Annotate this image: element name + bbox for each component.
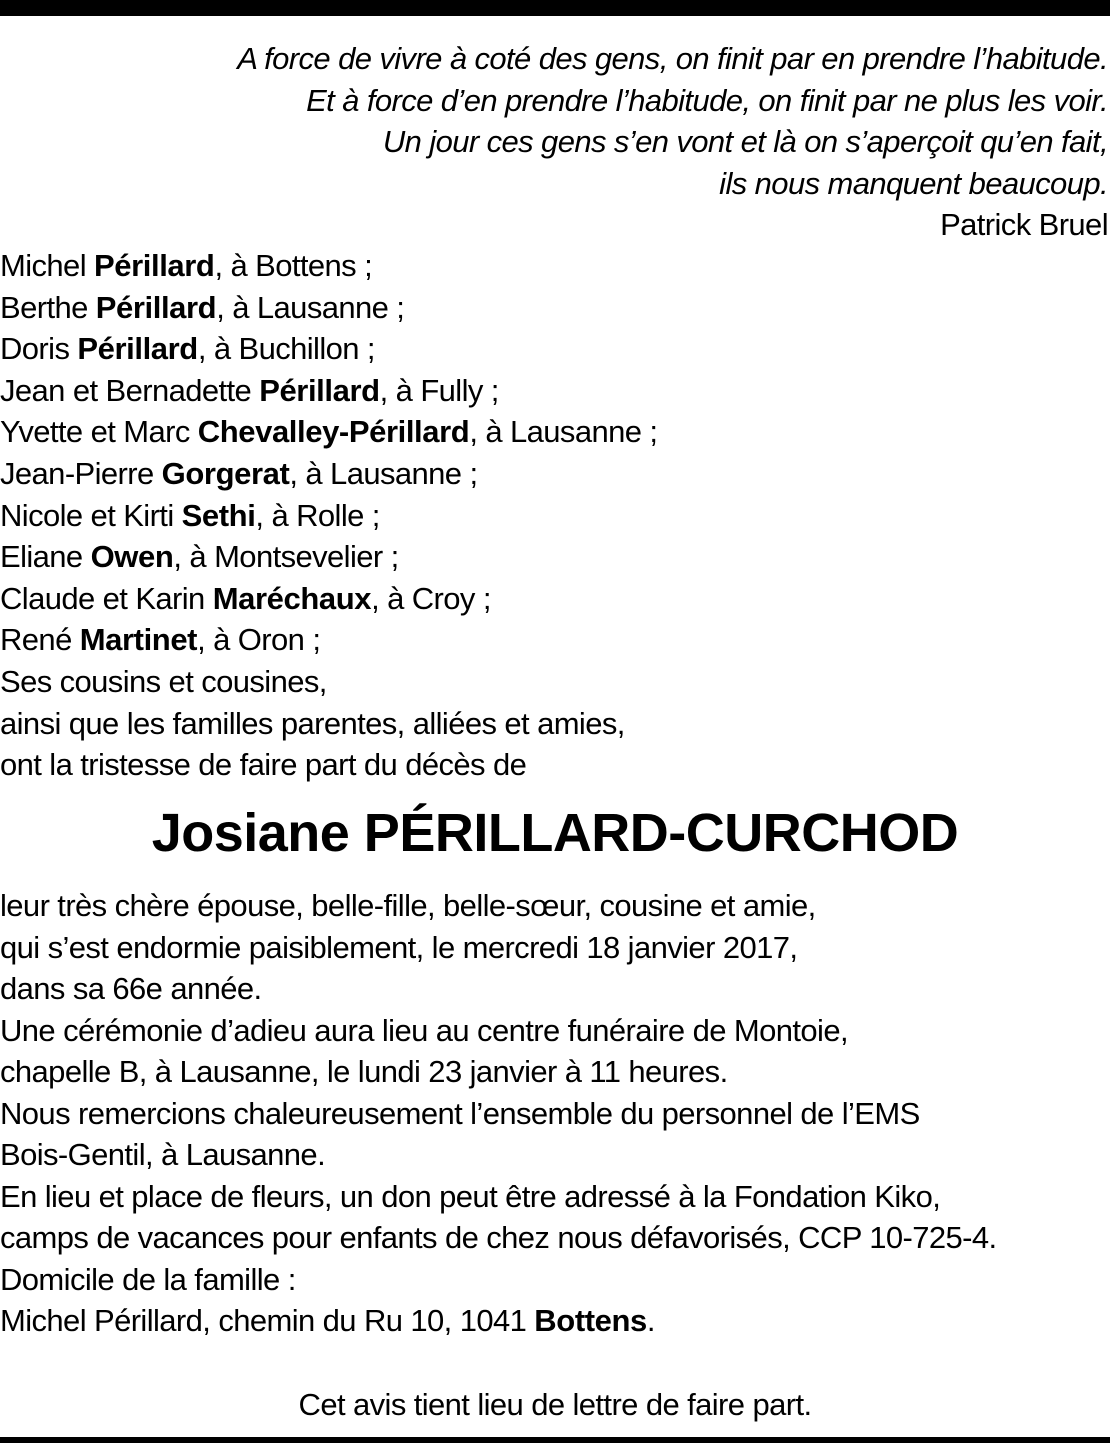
- announcement-body: [0, 885, 1110, 1342]
- body-line: chapelle B, à Lausanne, le lundi 23 janvier à 11 heures.: [0, 1054, 728, 1089]
- body-line: dans sa 66e année.: [0, 971, 262, 1006]
- body-line: Une cérémonie d’adieu aura lieu au centre funéraire de Montoie,: [0, 1012, 848, 1048]
- family-member: [0, 328, 1110, 370]
- deceased-name-heading: Josiane PÉRILLARD-CURCHOD: [151, 803, 959, 863]
- member-location: , à Buchillon ;: [197, 331, 375, 367]
- body-line: camps de vacances pour enfants de chez nous défavorisés, CCP 10-725-4.: [0, 1220, 997, 1255]
- family-member: [0, 411, 1110, 453]
- family-member: [0, 287, 1110, 329]
- member-surname: Gorgerat: [161, 455, 290, 491]
- member-location: , à Lausanne ;: [289, 455, 478, 491]
- member-given-names: Jean-Pierre: [0, 455, 162, 491]
- member-given-names: Nicole et Kirti: [0, 497, 182, 533]
- member-surname: Maréchaux: [212, 580, 372, 616]
- member-location: , à Bottens ;: [214, 248, 373, 283]
- family-extra-line: ont la tristesse de faire part du décès de: [0, 747, 527, 783]
- body-line: qui s’est endormie paisiblement, le mercredi 18 janvier 2017,: [0, 929, 798, 965]
- epigraph-quote: [8, 38, 1108, 246]
- member-location: , à Oron ;: [197, 622, 321, 658]
- family-extra-line: ainsi que les familles parentes, alliées et amies,: [0, 705, 625, 741]
- quote-line: Et à force d’en prendre l’habitude, on finit par ne plus les voir.: [306, 82, 1108, 118]
- footer-notice: Cet avis tient lieu de lettre de faire part.: [298, 1387, 812, 1422]
- body-line: Domicile de la famille :: [0, 1261, 296, 1297]
- family-member: [0, 578, 1110, 620]
- family-domicile-address: [0, 1300, 1110, 1342]
- member-location: , à Croy ;: [371, 580, 491, 616]
- member-location: , à Montsevelier ;: [173, 539, 399, 575]
- quote-line: Un jour ces gens s’en vont et là on s’aperçoit qu’en fait,: [382, 124, 1108, 159]
- member-given-names: Berthe: [0, 289, 96, 325]
- member-surname: Périllard: [94, 248, 215, 283]
- member-surname: Chevalley-Périllard: [197, 414, 470, 450]
- member-surname: Périllard: [77, 331, 198, 367]
- member-surname: Owen: [90, 539, 174, 575]
- top-border-rule: [0, 0, 1110, 16]
- family-member: [0, 536, 1110, 578]
- member-surname: Martinet: [79, 622, 198, 658]
- member-surname: Périllard: [95, 289, 217, 325]
- bottom-border-rule: [0, 1437, 1110, 1443]
- member-surname: Sethi: [181, 497, 256, 533]
- body-line: Nous remercions chaleureusement l’ensemble du personnel de l’EMS: [0, 1095, 920, 1131]
- family-member: [0, 245, 1110, 287]
- member-given-names: Eliane: [0, 539, 91, 575]
- family-member: [0, 453, 1110, 495]
- body-line: Bois-Gentil, à Lausanne.: [0, 1137, 326, 1172]
- member-given-names: Michel: [0, 248, 94, 283]
- member-given-names: Doris: [0, 331, 78, 367]
- quote-line: ils nous manquent beaucoup.: [719, 165, 1108, 201]
- family-member: [0, 495, 1110, 537]
- member-given-names: Yvette et Marc: [0, 414, 198, 450]
- member-location: , à Lausanne ;: [216, 289, 405, 325]
- member-surname: Périllard: [259, 372, 380, 408]
- member-given-names: Claude et Karin: [0, 580, 213, 616]
- quote-author: Patrick Bruel: [940, 207, 1108, 242]
- domicile-street: Michel Périllard, chemin du Ru 10, 1041: [0, 1303, 535, 1338]
- body-line: leur très chère épouse, belle-fille, belle-sœur, cousine et amie,: [0, 888, 816, 923]
- member-location: , à Fully ;: [379, 372, 499, 408]
- quote-line: A force de vivre à coté des gens, on finit par en prendre l’habitude.: [237, 41, 1108, 76]
- member-given-names: René: [0, 622, 80, 658]
- family-list: [0, 245, 1110, 786]
- domicile-punctuation: .: [646, 1303, 655, 1338]
- body-line: En lieu et place de fleurs, un don peut être adressé à la Fondation Kiko,: [0, 1178, 941, 1214]
- family-member: [0, 370, 1110, 412]
- member-given-names: Jean et Bernadette: [0, 372, 260, 408]
- member-location: , à Lausanne ;: [469, 414, 658, 450]
- family-member: [0, 619, 1110, 661]
- domicile-town: Bottens: [534, 1303, 647, 1338]
- family-extra-line: Ses cousins et cousines,: [0, 663, 327, 699]
- member-location: , à Rolle ;: [255, 497, 380, 533]
